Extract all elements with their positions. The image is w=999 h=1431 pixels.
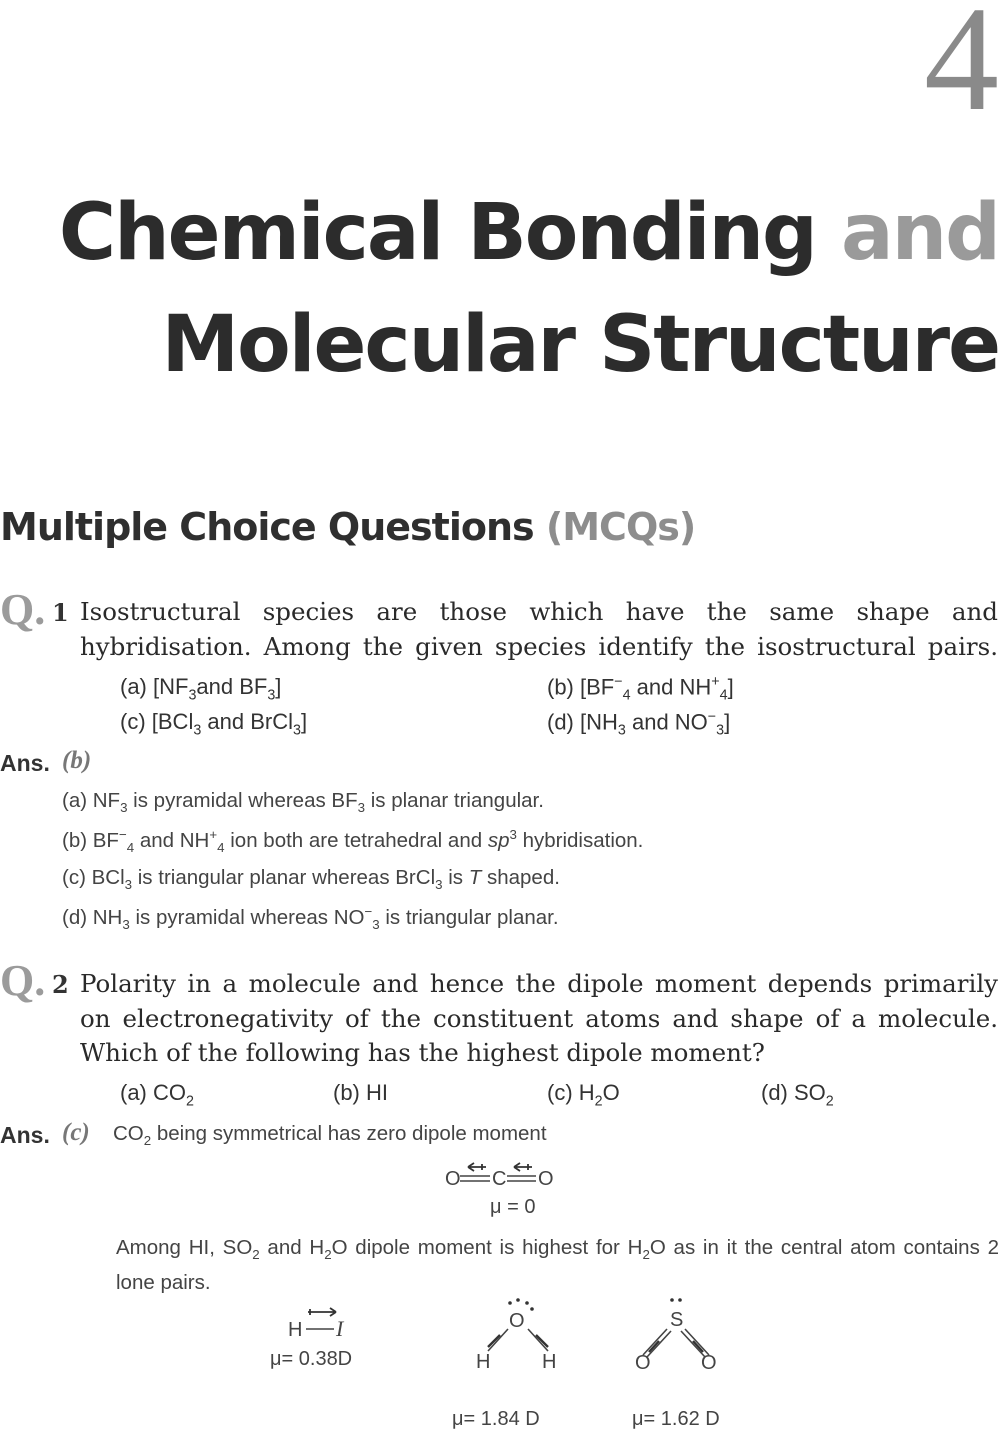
h2o-structure-diagram xyxy=(470,1295,570,1375)
h2o-h-left: H xyxy=(476,1351,491,1373)
co2-structure-diagram xyxy=(440,1158,560,1192)
question-text-line: hybridisation. Among the given species identify the isostructural pairs. xyxy=(80,632,998,661)
question-number: 2 xyxy=(52,970,69,999)
dipole-arrow-icon xyxy=(468,1163,486,1171)
explanation-d: (d) $NH_3$ is pyramidal whereas $NO^-_3$ is triangular planar. xyxy=(62,904,559,932)
answer-text: $CO_2$ being symmetrical has zero dipole moment xyxy=(113,1122,547,1149)
bond-line xyxy=(488,1329,508,1351)
explanation-b: (b) $BF^-_4$ and $NH^+_4$ ion both are tetrahedral and $sp^3$ hybridisation. xyxy=(62,827,644,855)
option-a: (a) $CO_2$ xyxy=(120,1080,194,1110)
lone-pair-dot xyxy=(516,1298,520,1302)
lone-pair-dot xyxy=(678,1298,682,1302)
h2o-dipole-value: μ= 1.84 D xyxy=(452,1408,540,1430)
co2-o-right: O xyxy=(538,1168,554,1190)
section-heading xyxy=(0,505,695,549)
question-label xyxy=(0,584,45,635)
so2-o-right: O xyxy=(701,1352,717,1374)
chapter-title-light: and xyxy=(841,188,999,278)
chapter-title-dark: Chemical Bonding xyxy=(58,188,816,278)
option-d: (d) $SO_2$ xyxy=(761,1080,834,1110)
option-c: (c) [BCl$_3$ and BrCl$_3$] xyxy=(120,709,308,739)
hi-dipole-value: μ= 0.38D xyxy=(270,1348,353,1370)
option-b: (b) [$BF^-_4$ and $NH^+_4$] xyxy=(547,674,734,704)
co2-o-left: O xyxy=(445,1168,461,1190)
lone-pair-dot xyxy=(525,1301,529,1305)
explanation-c: (c) BCl$_3$ is triangular planar whereas BrCl$_3$ is T shaped. xyxy=(62,866,560,893)
lone-pair-dot xyxy=(670,1298,674,1302)
question-q-mark: Q. xyxy=(0,956,46,1005)
chapter-number: 4 xyxy=(924,0,999,142)
option-d: (d) [$NH_3$ and $NO^-_3$] xyxy=(547,709,731,739)
answer-label: Ans. xyxy=(0,1122,50,1148)
answer-letter: (c) xyxy=(62,1119,90,1146)
bond-line xyxy=(647,1331,671,1357)
section-title-dark: Multiple Choice Questions xyxy=(0,505,534,549)
option-c: (c) $H_2O$ xyxy=(547,1080,620,1110)
question-label xyxy=(0,955,45,1006)
h2o-h-right: H xyxy=(542,1351,557,1373)
so2-structure-diagram xyxy=(625,1295,735,1375)
question-text-line: Polarity in a molecule and hence the dipole moment depends primarily xyxy=(80,969,998,998)
so2-s: S xyxy=(670,1309,684,1331)
chapter-title-line1 xyxy=(59,188,999,278)
co2-c: C xyxy=(492,1168,507,1190)
dipole-arrow-icon xyxy=(308,1308,336,1316)
so2-o-left: O xyxy=(635,1352,651,1374)
question-number: 1 xyxy=(52,598,69,627)
question-q-mark: Q. xyxy=(0,585,46,634)
option-a: (a) [$NF_3and$ $BF_3$] xyxy=(120,674,282,704)
hi-h: H xyxy=(288,1319,303,1341)
chapter-title-line2-text: Molecular Structure xyxy=(161,300,999,390)
section-title-light: (MCQs) xyxy=(545,505,696,549)
hi-structure-diagram xyxy=(280,1305,360,1345)
bond-line xyxy=(528,1329,548,1351)
explanation-paragraph: Among HI, $SO_2$ and $H_2O$ dipole moment is highest for $H_2O$ as in it the central atom contains 2 lone pairs. xyxy=(116,1236,999,1295)
explanation-a: (a) $NF_3$ is pyramidal whereas $BF_3$ is planar triangular. xyxy=(62,789,544,816)
chapter-title-line2 xyxy=(162,300,999,390)
option-b: (b) HI xyxy=(333,1080,388,1105)
so2-dipole-value: μ= 1.62 D xyxy=(632,1408,720,1430)
question-text-line: Isostructural species are those which have the same shape and xyxy=(80,597,998,626)
question-text-line: on electronegativity of the constituent atoms and shape of a molecule. xyxy=(80,1004,998,1033)
lone-pair-dot xyxy=(530,1307,534,1311)
lone-pair-dot xyxy=(508,1301,512,1305)
answer-label: Ans. xyxy=(0,750,50,776)
co2-dipole-value: μ = 0 xyxy=(490,1196,536,1218)
h2o-o: O xyxy=(509,1310,525,1332)
answer-letter: (b) xyxy=(62,747,92,774)
question-text-line: Which of the following has the highest dipole moment? xyxy=(80,1038,765,1067)
dipole-arrow-icon xyxy=(514,1163,532,1171)
hi-i: I xyxy=(336,1316,344,1341)
